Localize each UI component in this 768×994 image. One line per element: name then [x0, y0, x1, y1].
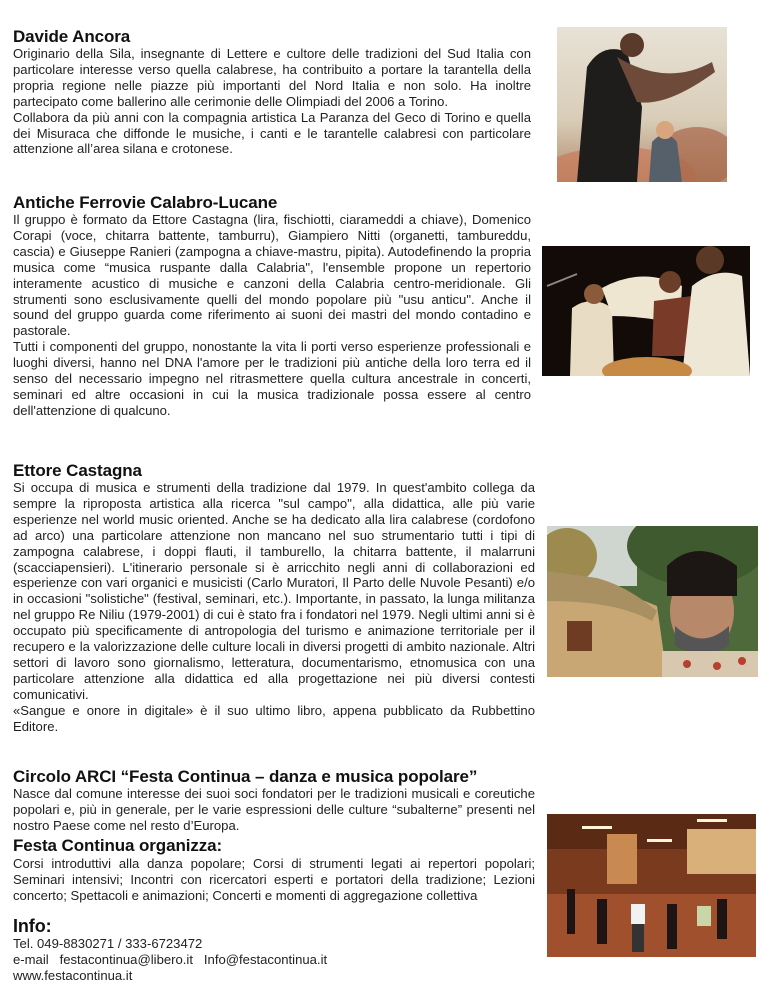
section-title: Circolo ARCI “Festa Continua – danza e musica popolare”	[13, 767, 478, 786]
section-paragraph: Si occupa di musica e strumenti della tradizione dal 1979. In quest'ambito collega da sempre la riproposta artistica alla ricerca "sul campo", alla didattica, alle più varie esperienze nel world music oriented. Anche se ha dedicato alla lira calabrese (cordofono ad arco) una particolare attenzione non mancano nel suo strumentario tutti i tipi di zampogna calabrese, i doppi flauti, il tamburello, la chitarra battente, il malarruni (scacciapensieri). L'itinerario personale si è arricchito negli anni di collaborazioni ed esperienze con vari organici e musicisti (Carlo Muratori, Il Parto delle Nuvole Pesanti) e/o in occasioni "solistiche" (festival, seminari, etc.). Importante, in passato, la lunga militanza nel gruppo Re Niliu (1979-2001) di cui è stato fra i fondatori nel 1979. Negli ultimi anni si è occupato più specificamente di antropologia del turismo e animazione territoriale per il recupero e la valorizzazione delle culture locali in diversi progetti di ambito nazionale. Altri settori di lavoro sono giornalismo, letteratura, documentarismo, etnomusica con una particolare attenzione alla didattica ed alla progettazione nei più diversi contesti comunicativi.	[13, 480, 535, 702]
section-title: Antiche Ferrovie Calabro-Lucane	[13, 193, 278, 212]
section-paragraph: Originario della Sila, insegnante di Lettere e cultore delle tradizioni del Sud Italia con particolare interesse verso quella calabrese, ha contribuito a portare la tarantella della propria regione nelle piazze più importanti del Nord Italia e non solo. Ha inoltre partecipato come ballerino alle cerimonie delle Olimpiadi del 2006 a Torino.	[13, 46, 531, 109]
section-paragraph: Nasce dal comune interesse dei suoi soci fondatori per le tradizioni musicali e coreutiche popolari e, più in generale, per le varie espressioni delle culture “subalterne” presenti nel nostro Paese come nel resto d’Europa.	[13, 786, 535, 833]
info-email-line	[13, 952, 533, 968]
email-link-libero[interactable]: festacontinua@libero.it	[59, 951, 193, 967]
website-link[interactable]: www.festacontinua.it	[13, 967, 133, 983]
section-title: Ettore Castagna	[13, 461, 142, 480]
section-paragraph: Il gruppo è formato da Ettore Castagna (lira, fischiotti, ciarameddi a chiave), Domenico Corapi (voce, chitarra battente, tamburru), Giampiero Nitti (organetti, tambureddu, cascia) e Giuseppe Ranieri (zampogna a chiave-mastru, pipita). Autodefinendo la propria musica come “musica ruspante dalla Calabria", l'ensemble propone un repertorio interamente acustico di musiche e canzoni della Calabria centro-meridionale. Gli strumenti sono esclusivamente quelli del mondo popolare più "usu anticu". Anche il sound del gruppo guarda come riferimento ai suoni dei mastri del mondo contadino e pastorale.	[13, 212, 531, 339]
photo-dance-hall	[547, 814, 756, 957]
section-davide-ancora	[13, 27, 531, 157]
photo-dancer	[557, 27, 727, 182]
section-paragraph: «Sangue e onore in digitale» è il suo ultimo libro, appena pubblicato da Rubbettino Editore.	[13, 702, 535, 734]
section-info	[13, 916, 533, 984]
info-website	[13, 968, 533, 984]
section-title: Davide Ancora	[13, 27, 131, 46]
section-antiche-ferrovie	[13, 193, 531, 419]
organizza-title: Festa Continua organizza:	[13, 835, 223, 855]
section-circolo-arci	[13, 767, 535, 903]
section-paragraph: Collabora da più anni con la compagnia artistica La Paranza del Geco di Torino e quella dei Misuraca che diffonde le musiche, i canti e le tarantelle calabresi con particolare attenzione all’area silana e crotonese.	[13, 109, 531, 157]
organizza-paragraph: Corsi introduttivi alla danza popolare; Corsi di strumenti legati ai repertori popolari; Seminari intensivi; Incontri con ricercatori esperti e portatori della tradizione; Lezioni concerto; Spettacoli e animazioni; Concerti e momenti di aggregazione collettiva	[13, 855, 535, 903]
section-paragraph: Tutti i componenti del gruppo, nonostante la vita li porti verso esperienze professionali e luoghi diversi, hanno nel DNA l'amore per le tradizioni più antiche della loro terra ed il senso del necessario impegno nel ritrasmettere quella cultura ancestrale in concerti, seminari ed altre occasioni in cui la musica tradizionale possa essere al centro dell'attenzione di qualcuno.	[13, 339, 531, 418]
email-label: e-mail	[13, 951, 49, 967]
info-title: Info:	[13, 916, 52, 936]
section-ettore-castagna	[13, 461, 535, 735]
photo-ettore-castagna	[547, 526, 758, 677]
info-phone: Tel. 049-8830271 / 333-6723472	[13, 936, 203, 951]
email-link-info[interactable]: Info@festacontinua.it	[203, 951, 328, 967]
photo-band	[542, 246, 750, 376]
